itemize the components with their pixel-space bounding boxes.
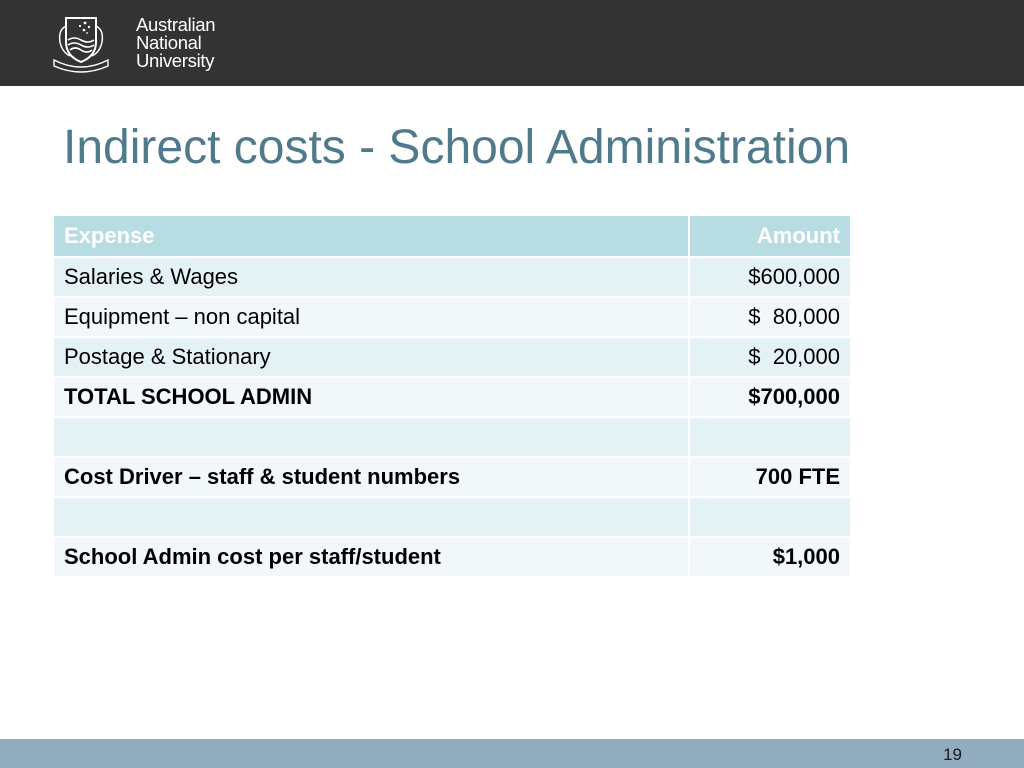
slide-title: Indirect costs - School Administration [63,121,851,174]
table-row-empty [53,417,851,457]
table-row [53,257,851,297]
anu-logo [52,12,215,74]
expense-cell: Equipment – non capital [53,297,689,337]
amount-cell: $ 80,000 [689,297,851,337]
footer-band [0,739,1024,768]
expense-cell [53,497,689,537]
table-row-cost-driver [53,457,851,497]
expense-cell: Salaries & Wages [53,257,689,297]
anu-crest-icon [52,12,128,74]
table-row-cost-per-head [53,537,851,577]
wordmark-line-3: University [136,50,215,71]
expense-cell: School Admin cost per staff/student [53,537,689,577]
cost-table [52,214,852,578]
amount-cell: $600,000 [689,257,851,297]
anu-wordmark [136,16,215,70]
wordmark-line-2: National [136,32,202,53]
table-row [53,297,851,337]
expense-cell: Postage & Stationary [53,337,689,377]
amount-cell: $1,000 [689,537,851,577]
amount-cell: $ 20,000 [689,337,851,377]
page-number: 19 [943,745,962,764]
table-row-empty [53,497,851,537]
column-header-amount: Amount [689,215,851,257]
expense-cell [53,417,689,457]
header-band [0,0,1024,86]
wordmark-line-1: Australian [136,14,216,35]
amount-cell: $700,000 [689,377,851,417]
table-row-total [53,377,851,417]
column-header-expense: Expense [53,215,689,257]
table-header-row [53,215,851,257]
expense-cell: Cost Driver – staff & student numbers [53,457,689,497]
amount-cell: 700 FTE [689,457,851,497]
table-row [53,337,851,377]
amount-cell [689,417,851,457]
amount-cell [689,497,851,537]
expense-cell: TOTAL SCHOOL ADMIN [53,377,689,417]
